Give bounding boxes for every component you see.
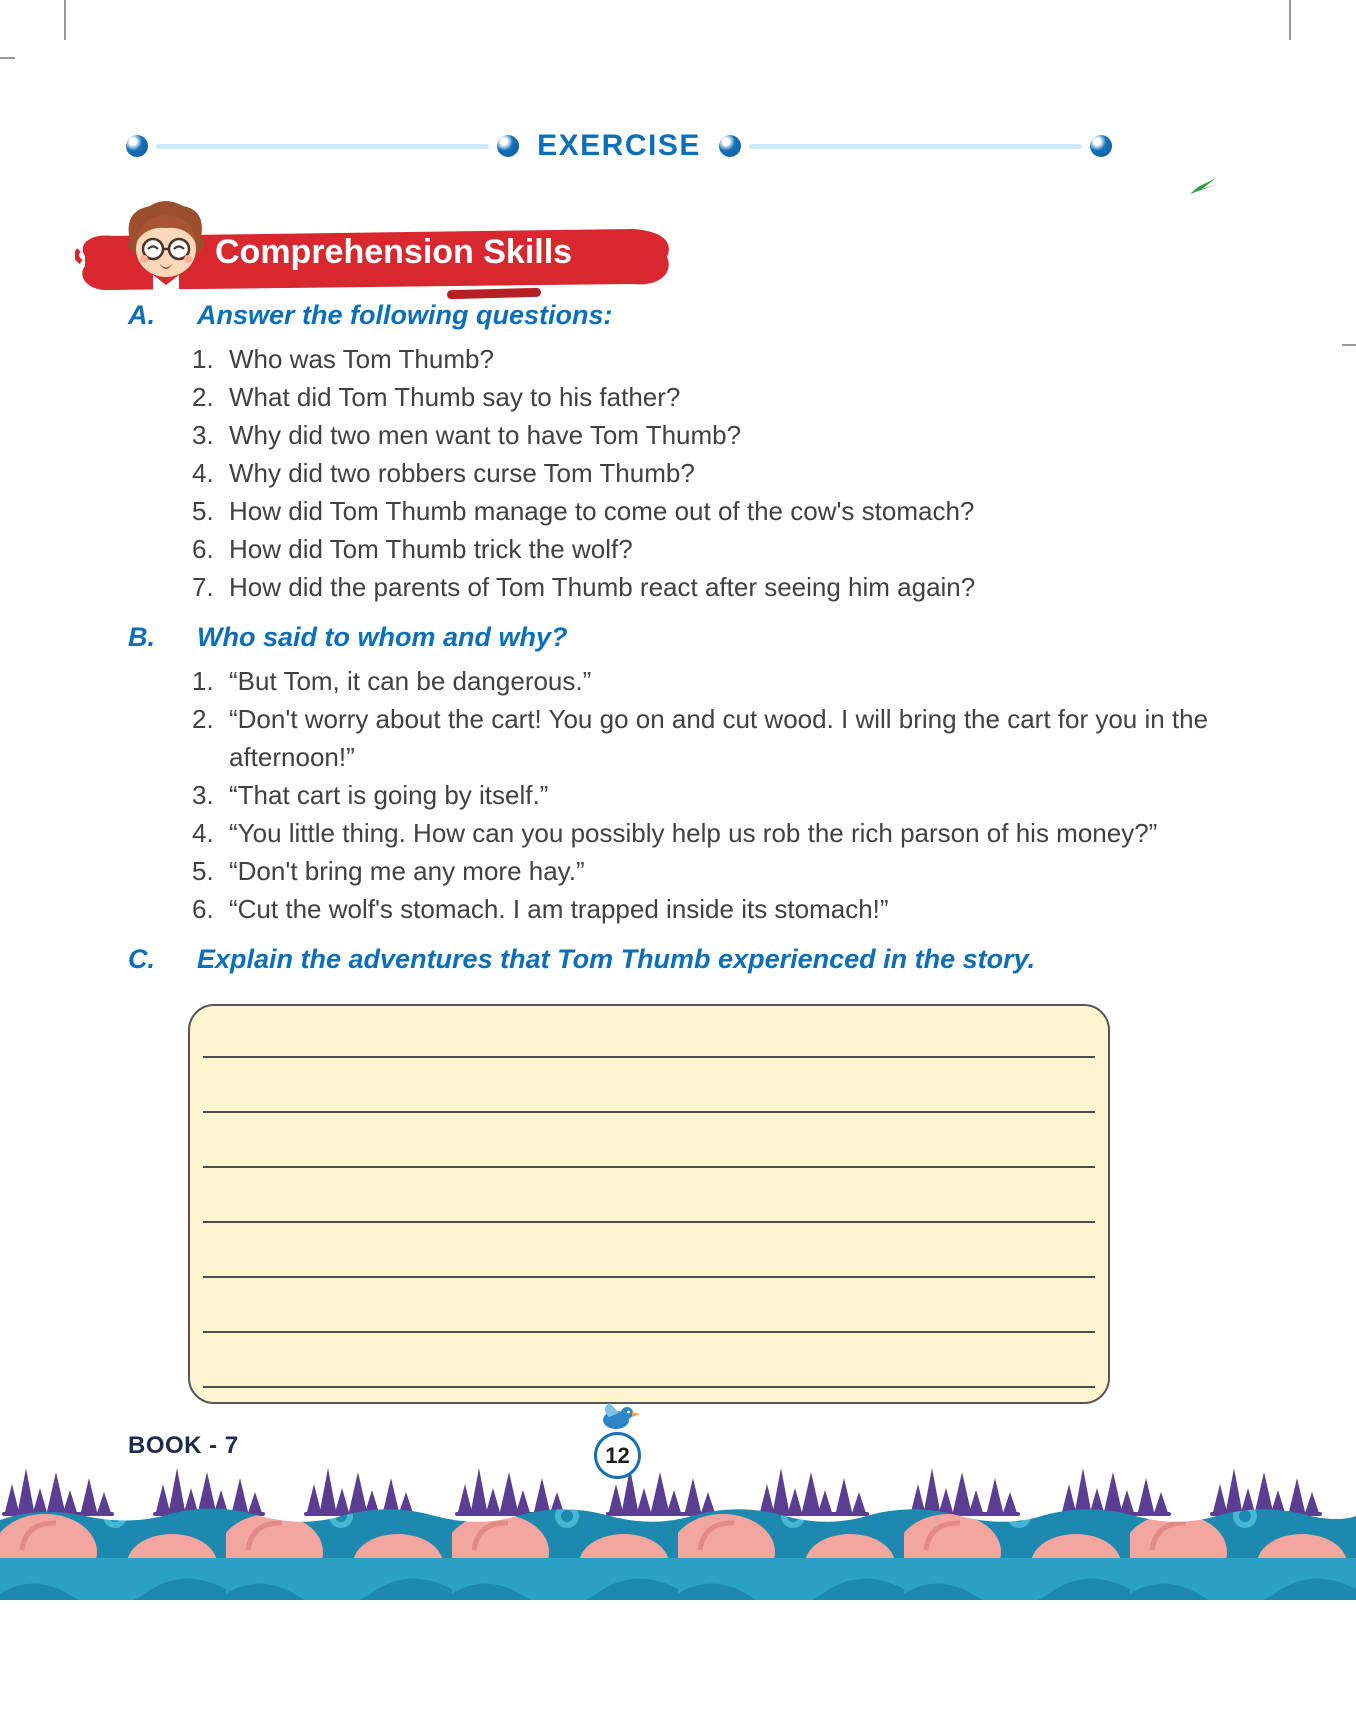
section-title: Answer the following questions: <box>197 300 613 330</box>
section-b-header <box>128 620 1232 654</box>
item-text: How did Tom Thumb manage to come out of the cow's stomach? <box>229 496 975 526</box>
item-text: How did Tom Thumb trick the wolf? <box>229 534 633 564</box>
item-number: 1. <box>192 666 214 696</box>
quote-item <box>192 852 1232 890</box>
item-text: How did the parents of Tom Thumb react after seeing him again? <box>229 572 976 602</box>
forest-waves-artwork <box>0 1458 1356 1600</box>
answer-line <box>203 1111 1095 1113</box>
item-text: “Don't bring me any more hay.” <box>229 856 585 886</box>
bird-icon <box>595 1400 641 1432</box>
crop-mark <box>1342 344 1356 346</box>
question-item <box>192 416 1232 454</box>
item-text: “But Tom, it can be dangerous.” <box>229 666 592 696</box>
answer-line <box>203 1056 1095 1058</box>
item-text: Why did two men want to have Tom Thumb? <box>229 420 742 450</box>
quote-item <box>192 814 1232 852</box>
question-item <box>192 492 1232 530</box>
blue-dot-icon <box>126 135 148 157</box>
item-number: 5. <box>192 856 214 886</box>
question-item <box>192 568 1232 606</box>
item-number: 6. <box>192 534 214 564</box>
item-text: “That cart is going by itself.” <box>229 780 549 810</box>
answer-line <box>203 1221 1095 1223</box>
page-number-badge <box>594 1432 641 1479</box>
decorative-line <box>156 144 489 149</box>
item-text: What did Tom Thumb say to his father? <box>229 382 681 412</box>
banner-title: Comprehension Skills <box>215 233 573 271</box>
answer-line <box>203 1276 1095 1278</box>
answer-box <box>188 1004 1110 1404</box>
section-c-header <box>128 942 1232 976</box>
section-a-header <box>128 298 1232 332</box>
crop-mark <box>64 0 66 40</box>
quote-item <box>192 662 1232 700</box>
section-title: Explain the adventures that Tom Thumb experienced in the story. <box>197 944 1036 974</box>
quote-item <box>192 890 1232 928</box>
answer-line <box>203 1386 1095 1388</box>
section-label: C. <box>128 944 155 974</box>
answer-line <box>203 1166 1095 1168</box>
item-number: 6. <box>192 894 214 924</box>
item-number: 7. <box>192 572 214 602</box>
item-number: 1. <box>192 344 214 374</box>
section-label: A. <box>128 300 155 330</box>
item-number: 5. <box>192 496 214 526</box>
item-text: “Cut the wolf's stomach. I am trapped inside its stomach!” <box>229 894 889 924</box>
blue-dot-icon <box>1090 135 1112 157</box>
item-number: 2. <box>192 704 214 734</box>
quote-item <box>192 776 1232 814</box>
boy-avatar-illustration <box>115 195 215 300</box>
page-content <box>128 298 1232 1404</box>
item-text: Why did two robbers curse Tom Thumb? <box>229 458 695 488</box>
question-item <box>192 378 1232 416</box>
blue-dot-icon <box>497 135 519 157</box>
section-label: B. <box>128 622 155 652</box>
item-number: 4. <box>192 818 214 848</box>
green-swoosh-icon <box>1190 178 1220 196</box>
exercise-header <box>126 129 1112 163</box>
item-number: 2. <box>192 382 214 412</box>
question-item <box>192 454 1232 492</box>
item-text: “Don't worry about the cart! You go on and cut wood. I will bring the cart for you in the afternoon!” <box>229 704 1209 772</box>
section-title: Who said to whom and why? <box>197 622 568 652</box>
decorative-line <box>749 144 1082 149</box>
quote-item <box>192 700 1232 776</box>
question-item <box>192 340 1232 378</box>
exercise-title: EXERCISE <box>537 129 701 162</box>
book-label: BOOK - 7 <box>128 1432 239 1459</box>
answer-line <box>203 1331 1095 1333</box>
item-number: 4. <box>192 458 214 488</box>
page-number: 12 <box>605 1442 630 1468</box>
item-text: Who was Tom Thumb? <box>229 344 494 374</box>
blue-dot-icon <box>719 135 741 157</box>
comprehension-banner <box>75 195 715 305</box>
item-text: “You little thing. How can you possibly help us rob the rich parson of his money?” <box>229 818 1158 848</box>
item-number: 3. <box>192 780 214 810</box>
item-number: 3. <box>192 420 214 450</box>
section-a-items <box>192 340 1232 606</box>
section-b-items <box>192 662 1232 928</box>
crop-mark <box>1289 0 1291 40</box>
question-item <box>192 530 1232 568</box>
crop-mark <box>0 57 15 59</box>
